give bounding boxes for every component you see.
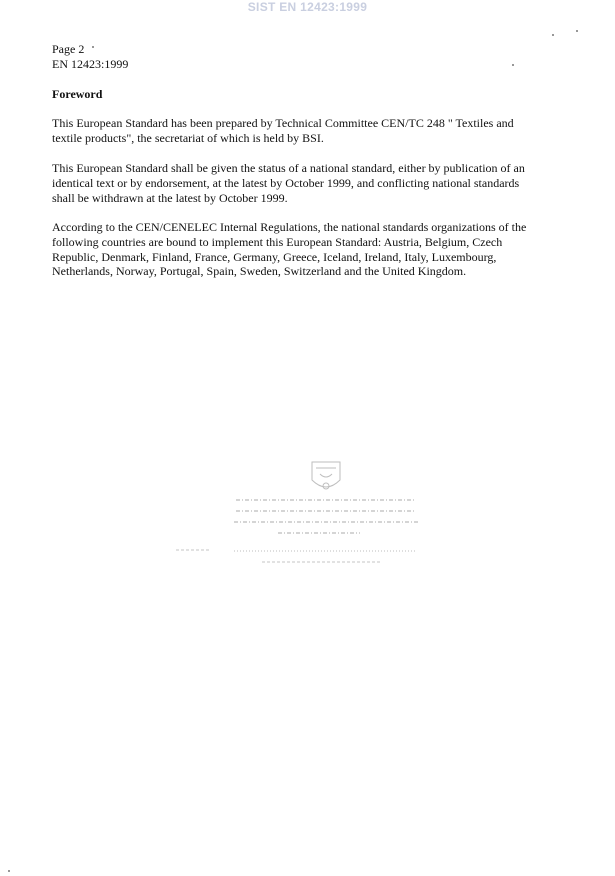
scan-speck bbox=[92, 46, 94, 48]
foreword-paragraph-countries: According to the CEN/CENELEC Internal Regulations, the national standards organizations of the following countries are bound to implement this European Standard: Austria, Belgium, Czech Republic, Denmark, Finland, France, Germany, Greece, Iceland, Ireland, Italy, Luxembourg, Netherlands, Norway, Portugal, Spain, Sweden, Switzerland and the United Kingdom. bbox=[52, 220, 527, 279]
foreword-heading: Foreword bbox=[52, 87, 103, 101]
page-number: Page 2 bbox=[52, 42, 85, 56]
foreword-paragraph-committee: This European Standard has been prepared by Technical Committee CEN/TC 248 " Textiles and textile products", the secretariat of which is held by BSI. bbox=[52, 116, 514, 145]
watermark-title: SIST EN 12423:1999 bbox=[247, 0, 368, 14]
scan-speck bbox=[576, 30, 578, 32]
foreword-paragraph-status: This European Standard shall be given the status of a national standard, either by publication of an identical text or by endorsement, at the latest by October 1999, and conflicting national standards shall be withdrawn at the latest by October 1999. bbox=[52, 161, 525, 205]
scan-speck bbox=[552, 34, 554, 36]
scan-speck bbox=[8, 870, 10, 872]
standard-id: EN 12423:1999 bbox=[52, 57, 129, 71]
page-header bbox=[52, 42, 128, 72]
scan-speck bbox=[512, 64, 514, 66]
coat-of-arms-stamp-icon bbox=[170, 458, 430, 578]
